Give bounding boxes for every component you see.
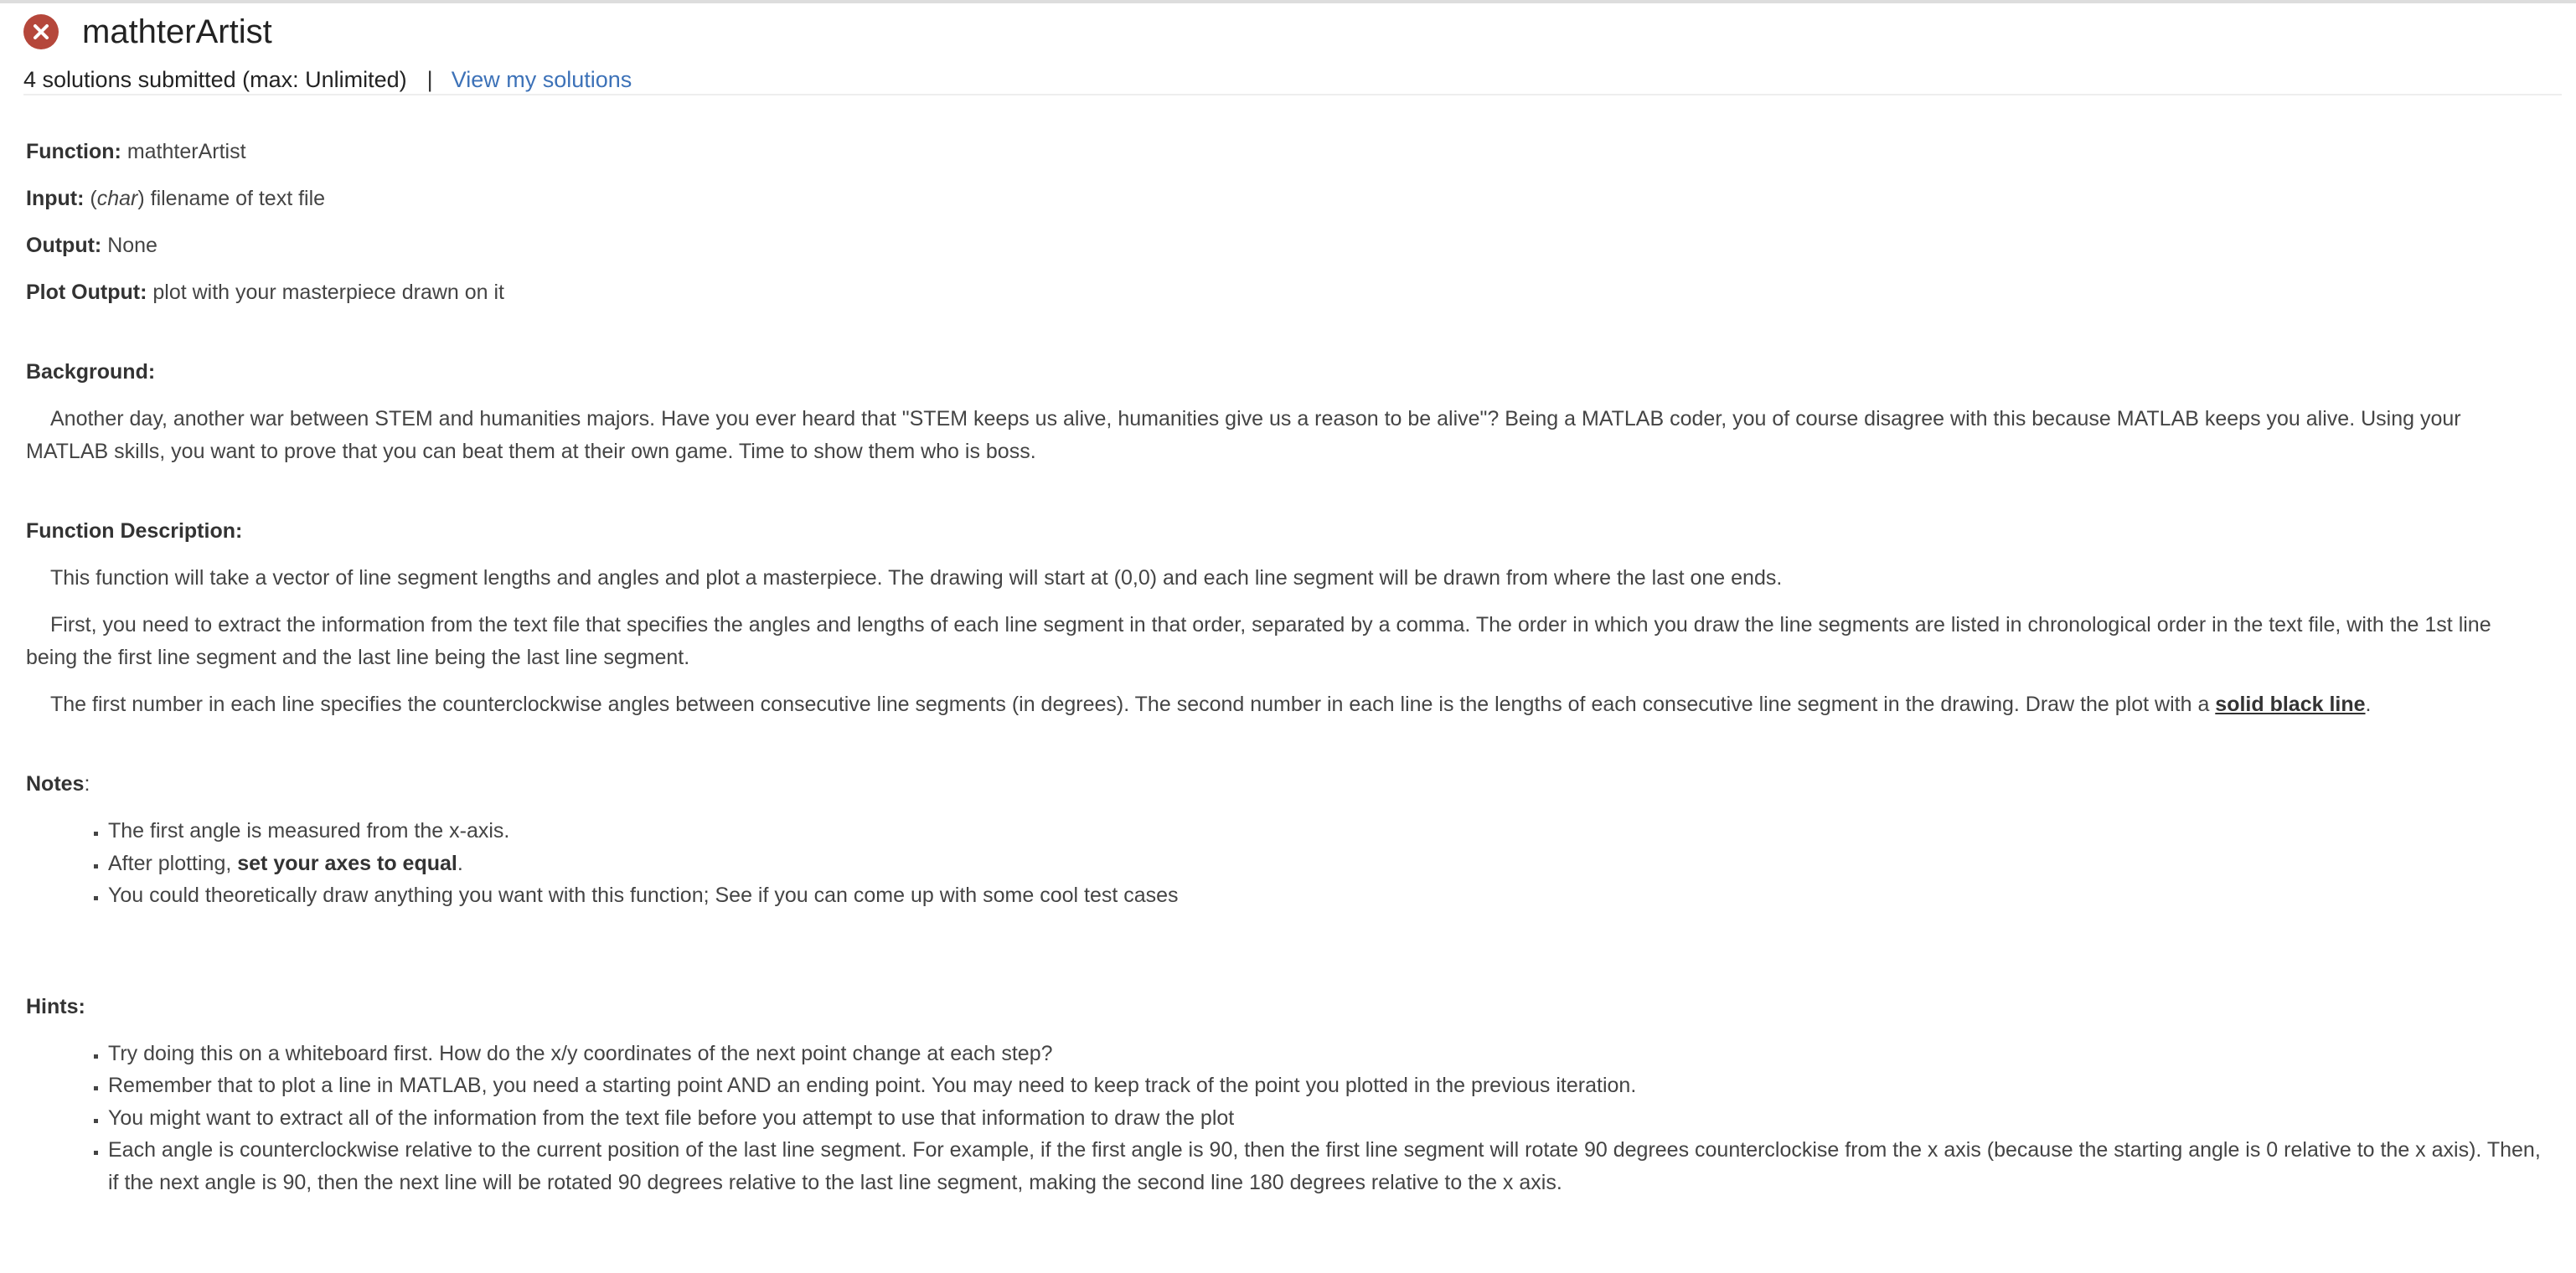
function-value: mathterArtist xyxy=(126,140,246,163)
problem-title: mathterArtist xyxy=(82,13,272,50)
notes-item xyxy=(108,848,2548,880)
meta-separator: | xyxy=(426,67,433,92)
function-description-heading: Function Description: xyxy=(26,519,243,543)
background-text: Another day, another war between STEM and humanities majors. Have you ever heard that "STEM keeps us alive, humanities give us a reason to be alive"? Being a MATLAB coder, you of course disagree with this because MATLAB keeps you alive. Using your MATLAB skills, you want to prove that you can beat them at their own game. Time to show them who is boss. xyxy=(26,407,2461,463)
notes-item2-text: After plotting, xyxy=(108,851,238,875)
description-p3-text: The first number in each line specifies the counterclockwise angles between consecutive line segments (in degrees). The second number in each line is the lengths of each consecutive line segment in the drawing. Draw the plot with a xyxy=(50,693,2216,716)
hints-item: ▪ Each angle is counterclockwise relative to the current position of the last line segment. For example, if the first angle is 90, then the first line segment will rotate 90 degrees counterclockise from the x axis (because the starting angle is 0 relative to the x axis). Then, if the next angle is 90, then the next line will be rotated 90 degrees relative to the last line segment, making the second line 180 degrees relative to the x axis. xyxy=(108,1134,2548,1198)
notes-heading-label: Notes xyxy=(26,772,85,796)
input-label: Input: xyxy=(26,187,85,210)
submission-count: 4 solutions submitted (max: Unlimited) xyxy=(23,67,407,92)
output-spec xyxy=(26,229,2548,262)
description-paragraph-1: This function will take a vector of line segment lengths and angles and plot a masterpiece. The drawing will start at (0,0) and each line segment will be drawn from where the last one ends. xyxy=(50,566,1783,590)
set-axes-equal-emphasis: set your axes to equal xyxy=(237,851,457,875)
notes-heading-colon: : xyxy=(84,772,90,796)
background-heading: Background: xyxy=(26,360,156,384)
title-row xyxy=(23,12,2553,52)
hints-heading: Hints: xyxy=(26,994,85,1018)
notes-heading xyxy=(26,768,2548,801)
header-divider xyxy=(23,94,2562,95)
problem-description xyxy=(26,136,2548,1198)
input-value: filename of text file xyxy=(150,187,326,210)
hints-item: ▪ Try doing this on a whiteboard first. How do the x/y coordinates of the next point change at each step? xyxy=(108,1038,2548,1070)
function-label: Function: xyxy=(26,140,121,163)
notes-list xyxy=(26,815,2548,912)
solid-black-line-emphasis: solid black line xyxy=(2215,693,2366,716)
hints-item: ▪ Remember that to plot a line in MATLAB, you need a starting point AND an ending point. You may need to keep track of the point you plotted in the previous iteration. xyxy=(108,1069,2548,1102)
hints-list xyxy=(26,1038,2548,1199)
input-spec: Input: (char) filename of text file xyxy=(26,187,326,210)
description-paragraph-3 xyxy=(26,688,2548,721)
description-paragraph-2: First, you need to extract the information from the text file that specifies the angles and lengths of each line segment in that order, separated by a comma. The order in which you draw the line segments are listed in chronological order in the text file, with the 1st line being the first line segment and the last line being the last line segment. xyxy=(26,613,2491,669)
view-my-solutions-link[interactable]: View my solutions xyxy=(451,67,632,92)
output-value: None xyxy=(107,234,157,257)
description-p3-end: . xyxy=(2365,693,2372,716)
output-label: Output: xyxy=(26,234,102,257)
notes-item2-end: . xyxy=(457,851,463,875)
notes-item: ▪ The first angle is measured from the x-axis. xyxy=(108,815,2548,848)
plot-output-value: plot with your masterpiece drawn on it xyxy=(152,281,505,304)
plot-output-spec xyxy=(26,276,2548,309)
input-type: char xyxy=(96,187,138,210)
plot-output-label: Plot Output: xyxy=(26,281,147,304)
submission-meta xyxy=(23,65,2553,94)
hints-item: ▪ You might want to extract all of the information from the text file before you attempt to use that information to draw the plot xyxy=(108,1102,2548,1135)
problem-header xyxy=(23,12,2553,94)
top-border xyxy=(0,0,2576,3)
error-circle-x-icon xyxy=(23,14,59,49)
function-spec xyxy=(26,136,2548,168)
notes-item: ▪ You could theoretically draw anything you want with this function; See if you can come up with some cool test cases xyxy=(108,879,2548,912)
